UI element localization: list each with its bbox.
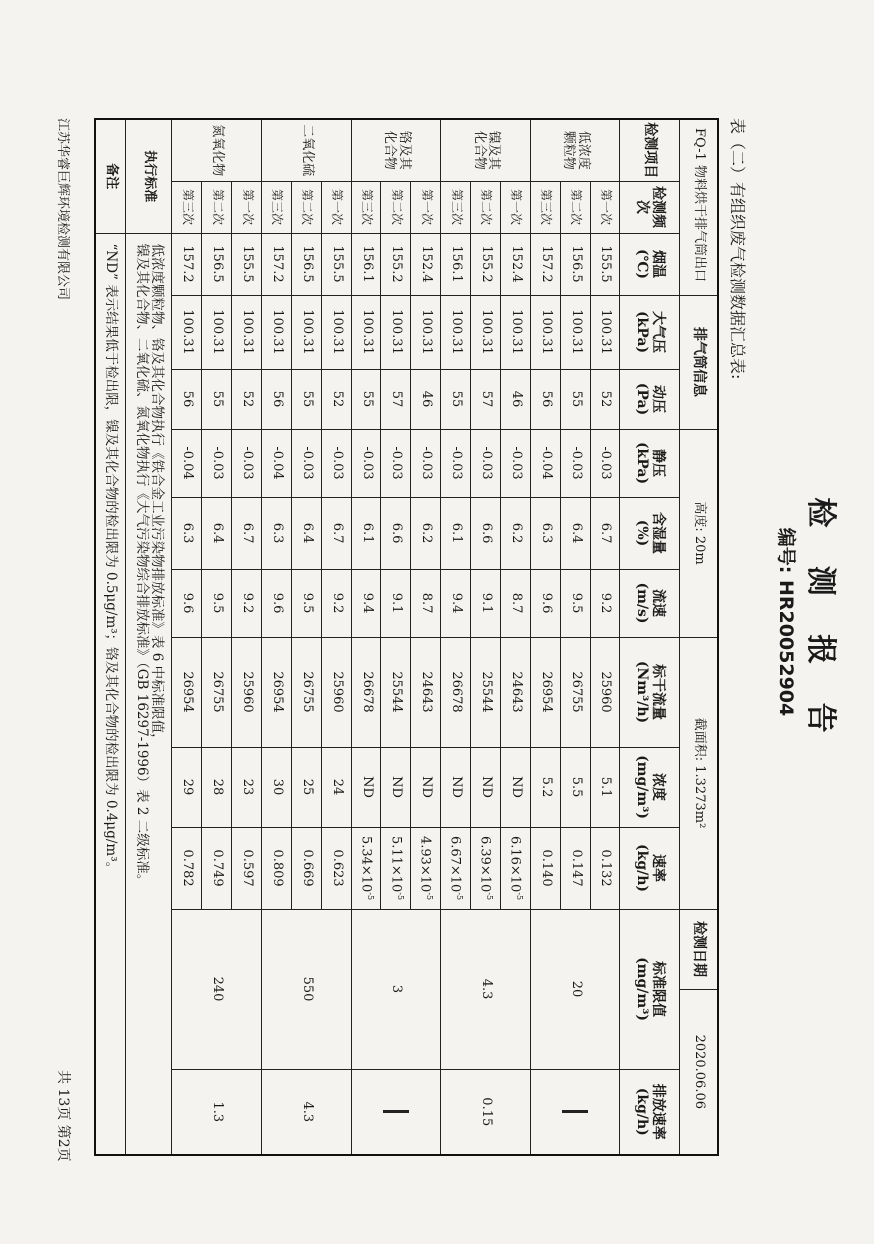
col-item: 检测项目 [620,119,680,181]
cell-temp: 157.2 [262,233,292,295]
cell-conc: ND [381,747,411,827]
remark-label: 备注 [95,119,125,233]
cell-stat: -0.03 [351,429,381,497]
cell-atm: 100.31 [232,295,262,369]
cell-freq: 第一次 [590,181,620,233]
cell-rate: $6.67\times 10^{-5}$ [441,827,471,909]
cell-temp: 156.5 [291,233,321,295]
cell-stat: -0.03 [471,429,501,497]
col-limit: 标准限值 (mg/m³) [620,909,680,1069]
cell-conc: 29 [172,747,202,827]
cell-rate: $5.11\times 10^{-5}$ [381,827,411,909]
cell-freq: 第三次 [351,181,381,233]
dash-mark [562,1110,588,1113]
cell-freq: 第一次 [321,181,351,233]
col-flow: 标干流量 (Nm³/h) [620,637,680,747]
standard-text: 低浓度颗粒物、铬及其化合物执行《铁合金工业污染物排放标准》表 6 中标准限值， 镍及其化合物、二氧化硫、氮氧化物执行《大气污染物综合排放标准》（GB 16297-1996）表 2 二级标准。 [125,233,172,1155]
cell-moist: 6.4 [291,497,321,569]
remark-row [95,119,125,1155]
cell-stat: -0.04 [262,429,292,497]
cell-atm: 100.31 [351,295,381,369]
outlet-name: FQ-1 物料烘干排气筒出口 [680,119,718,295]
standard-label: 执行标准 [125,119,172,233]
report-number: 编号: HR20052904 [775,527,797,717]
cell-atm: 100.31 [202,295,232,369]
cell-vel: 9.1 [381,569,411,637]
cell-rate: $5.34\times 10^{-5}$ [351,827,381,909]
cell-vel: 9.5 [202,569,232,637]
cell-freq: 第二次 [560,181,590,233]
cell-conc: 5.2 [530,747,560,827]
cell-rate: $6.16\times 10^{-5}$ [500,827,530,909]
col-dyn: 动压 (Pa) [620,369,680,429]
cell-atm: 100.31 [262,295,292,369]
cell-flow: 25544 [471,637,501,747]
cell-dyn: 56 [530,369,560,429]
col-freq: 检测频次 [620,181,680,233]
cell-rate: 0.809 [262,827,292,909]
col-moist: 含湿量 (%) [620,497,680,569]
cell-temp: 155.5 [321,233,351,295]
cell-freq: 第二次 [471,181,501,233]
emission-rate-limit [351,1069,441,1155]
cell-dyn: 55 [560,369,590,429]
cell-atm: 100.31 [441,295,471,369]
cell-atm: 100.31 [500,295,530,369]
cell-stat: -0.04 [172,429,202,497]
emission-rate-limit [530,1069,620,1155]
cell-flow: 26755 [291,637,321,747]
cell-freq: 第三次 [530,181,560,233]
cell-conc: ND [351,747,381,827]
table-row [321,119,351,1155]
cell-rate: $4.93\times 10^{-5}$ [411,827,441,909]
cell-vel: 9.2 [590,569,620,637]
test-date-label: 检测日期 [680,909,718,989]
cell-moist: 6.6 [381,497,411,569]
cell-flow: 26678 [351,637,381,747]
cell-freq: 第一次 [232,181,262,233]
cell-flow: 26954 [530,637,560,747]
standard-limit: 20 [530,909,620,1069]
cell-conc: 24 [321,747,351,827]
cell-temp: 155.2 [471,233,501,295]
cell-atm: 100.31 [172,295,202,369]
cell-flow: 25960 [232,637,262,747]
cell-flow: 25544 [381,637,411,747]
item-name: 低浓度 颗粒物 [530,119,620,181]
cell-moist: 6.2 [411,497,441,569]
cell-vel: 9.4 [441,569,471,637]
cell-stat: -0.03 [202,429,232,497]
standard-limit: 4.3 [441,909,531,1069]
cell-dyn: 52 [590,369,620,429]
page-number: 共 13页 第2页 [55,1070,71,1162]
col-rate: 速率 (kg/h) [620,827,680,909]
cell-freq: 第三次 [172,181,202,233]
cell-conc: ND [500,747,530,827]
cell-dyn: 55 [441,369,471,429]
cell-stat: -0.03 [590,429,620,497]
cell-rate: $6.39\times 10^{-5}$ [471,827,501,909]
cell-dyn: 56 [172,369,202,429]
cell-conc: 30 [262,747,292,827]
remark-text: “ND” 表示结果低于检出限，镍及其化合物的检出限为 0.5μg/m³；铬及其化合物的检出限为 0.4μg/m³。 [95,233,125,1155]
cell-atm: 100.31 [411,295,441,369]
item-name: 铬及其 化合物 [351,119,441,181]
item-name: 镍及其 化合物 [441,119,531,181]
cell-freq: 第三次 [441,181,471,233]
report-title: 检 测 报 告 [803,497,838,747]
cell-flow: 26954 [262,637,292,747]
cell-conc: 5.5 [560,747,590,827]
standard-limit: 3 [351,909,441,1069]
cell-dyn: 46 [411,369,441,429]
cell-moist: 6.6 [471,497,501,569]
cell-stat: -0.03 [291,429,321,497]
table-row [232,119,262,1155]
cell-moist: 6.7 [321,497,351,569]
cell-atm: 100.31 [471,295,501,369]
cell-vel: 8.7 [411,569,441,637]
standard-row [125,119,172,1155]
cell-stat: -0.03 [441,429,471,497]
cross-section-area: 截面积: 1.3273m² [680,637,718,909]
cell-conc: 25 [291,747,321,827]
cell-dyn: 55 [291,369,321,429]
cell-moist: 6.1 [441,497,471,569]
cell-temp: 156.1 [441,233,471,295]
cell-vel: 9.2 [321,569,351,637]
cell-rate: 0.132 [590,827,620,909]
cell-atm: 100.31 [381,295,411,369]
company-name: 江苏华睿巨辉环境检测有限公司 [55,118,70,301]
cell-rate: 0.623 [321,827,351,909]
cell-dyn: 52 [321,369,351,429]
cell-conc: ND [441,747,471,827]
cell-atm: 100.31 [590,295,620,369]
cell-temp: 152.4 [411,233,441,295]
cell-moist: 6.4 [560,497,590,569]
cell-moist: 6.7 [590,497,620,569]
cell-freq: 第一次 [411,181,441,233]
cell-freq: 第二次 [381,181,411,233]
test-date: 2020.06.06 [680,989,718,1155]
cell-flow: 26678 [441,637,471,747]
cell-rate: 0.147 [560,827,590,909]
cell-freq: 第三次 [262,181,292,233]
cell-moist: 6.7 [232,497,262,569]
cell-flow: 24643 [500,637,530,747]
cell-conc: ND [411,747,441,827]
cell-rate: 0.782 [172,827,202,909]
cell-flow: 25960 [321,637,351,747]
cell-flow: 26755 [560,637,590,747]
emission-rate-limit: 0.15 [441,1069,531,1155]
cell-dyn: 57 [381,369,411,429]
cell-vel: 9.4 [351,569,381,637]
cell-vel: 9.5 [291,569,321,637]
cell-atm: 100.31 [530,295,560,369]
cell-dyn: 56 [262,369,292,429]
cell-moist: 6.1 [351,497,381,569]
col-stat: 静压 (kPa) [620,429,680,497]
table-row [590,119,620,1155]
cell-rate: 0.669 [291,827,321,909]
cell-flow: 25960 [590,637,620,747]
cell-freq: 第二次 [202,181,232,233]
cell-stat: -0.03 [411,429,441,497]
cell-moist: 6.3 [262,497,292,569]
cell-dyn: 57 [471,369,501,429]
cell-freq: 第一次 [500,181,530,233]
stack-height: 高度: 20m [680,429,718,637]
cell-moist: 6.3 [172,497,202,569]
cell-stat: -0.03 [500,429,530,497]
cell-vel: 8.7 [500,569,530,637]
cell-conc: 28 [202,747,232,827]
cell-atm: 100.31 [291,295,321,369]
cell-dyn: 55 [202,369,232,429]
cell-moist: 6.4 [202,497,232,569]
table-header-row [620,119,680,1155]
cell-dyn: 55 [351,369,381,429]
cell-conc: 23 [232,747,262,827]
cell-stat: -0.03 [560,429,590,497]
table-row [500,119,530,1155]
cell-conc: 5.1 [590,747,620,827]
cell-stat: -0.03 [381,429,411,497]
cell-flow: 26755 [202,637,232,747]
table-row [411,119,441,1155]
emission-rate-limit: 4.3 [262,1069,352,1155]
cell-vel: 9.1 [471,569,501,637]
cell-temp: 156.5 [560,233,590,295]
cell-dyn: 52 [232,369,262,429]
standard-limit: 550 [262,909,352,1069]
cell-flow: 26954 [172,637,202,747]
cell-vel: 9.6 [262,569,292,637]
cell-vel: 9.2 [232,569,262,637]
cell-vel: 9.6 [530,569,560,637]
stack-info-heading: 排气筒信息 [680,295,718,429]
item-name: 氮氧化物 [172,119,262,181]
emission-data-table [94,118,719,1156]
cell-rate: 0.140 [530,827,560,909]
cell-stat: -0.04 [530,429,560,497]
cell-vel: 9.6 [172,569,202,637]
col-conc: 浓度 (mg/m³) [620,747,680,827]
cell-stat: -0.03 [321,429,351,497]
cell-atm: 100.31 [560,295,590,369]
cell-flow: 24643 [411,637,441,747]
item-name: 二氧化硫 [262,119,352,181]
cell-temp: 157.2 [530,233,560,295]
col-vel: 流速 (m/s) [620,569,680,637]
cell-moist: 6.2 [500,497,530,569]
cell-rate: 0.749 [202,827,232,909]
cell-temp: 156.5 [202,233,232,295]
cell-temp: 156.1 [351,233,381,295]
col-temp: 烟温 (℃) [620,233,680,295]
cell-vel: 9.5 [560,569,590,637]
table-info-row [680,119,718,1155]
cell-moist: 6.3 [530,497,560,569]
col-emission: 排放速率 (kg/h) [620,1069,680,1155]
cell-atm: 100.31 [321,295,351,369]
dash-mark [383,1110,409,1113]
standard-limit: 240 [172,909,262,1069]
cell-stat: -0.03 [232,429,262,497]
cell-dyn: 46 [500,369,530,429]
cell-temp: 155.5 [590,233,620,295]
cell-freq: 第二次 [291,181,321,233]
emission-rate-limit: 1.3 [172,1069,262,1155]
table-caption: 表（二）有组织废气检测数据汇总表: [728,118,747,380]
cell-temp: 152.4 [500,233,530,295]
cell-conc: ND [471,747,501,827]
cell-temp: 155.5 [232,233,262,295]
cell-rate: 0.597 [232,827,262,909]
cell-temp: 157.2 [172,233,202,295]
cell-temp: 155.2 [381,233,411,295]
col-atm: 大气压 (kPa) [620,295,680,369]
